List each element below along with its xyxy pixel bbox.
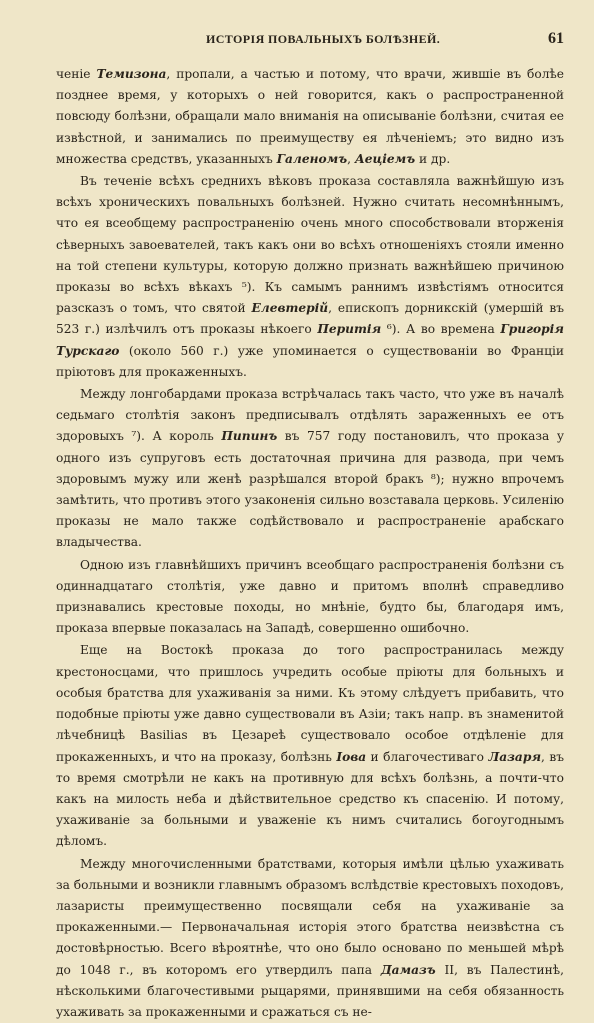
italic-name: Григорія Турскаго xyxy=(56,322,564,358)
body-text xyxy=(56,64,564,1023)
text-run: , пропали, а частью и потому, что врачи, жившіе въ болѣе позднее время, у которыхъ о ней говорится, какъ о распространенной повсюду болѣзни, обращали мало вниманія на описываніе болѣзни, считая ее извѣстной, и занимались по преимуществу ея лѣченіемъ; это видно изъ множества средствъ, указанныхъ xyxy=(56,67,564,166)
text-run: , xyxy=(347,151,355,166)
text-run: Еще на Востокѣ проказа до того распространилась между крестоносцами, что пришлось учредить особые пріюты для больныхъ и особыя братства для ухаживанія за ними. Къ этому слѣдуетъ прибавить, что подобные пріюты уже давно существовали въ Азіи; такъ напр. въ знаменитой лѣчебницѣ Basilias въ Цезареѣ существовало особое отдѣленіе для прокаженныхъ, и что на проказу, болѣзнь xyxy=(56,643,564,764)
text-run: ⁶). А во времена xyxy=(381,322,501,337)
text-run: Между лонгобардами проказа встрѣчалась такъ часто, что уже въ началѣ седьмаго столѣтія законъ предписывалъ отдѣлять зараженныхъ ее отъ здоровыхъ ⁷). А король xyxy=(56,387,564,444)
text-run: , епископъ дорникскій (умершій въ 523 г.) излѣчилъ отъ проказы нѣкоего xyxy=(56,301,565,337)
running-header xyxy=(56,30,564,54)
paragraph xyxy=(56,555,564,640)
text-run: и др. xyxy=(415,151,451,166)
text-run: въ 757 году постановилъ, что проказа у одного изъ супруговъ есть достаточная причина для развода, при чемъ здоровымъ мужу или женѣ разрѣшался второй бракъ ⁸); нужно впрочемъ замѣтить, что противъ этого узаконенія сильно возставала церковь. Усиленію проказы не мало также содѣйствовало и распространеніе арабскаго владычества. xyxy=(56,429,565,550)
italic-name: Темизона xyxy=(96,67,167,81)
paragraph xyxy=(56,384,564,554)
italic-name: Дамазъ xyxy=(380,962,436,977)
text-run: , въ то время смотрѣли не какъ на противную для всѣхъ болѣзнь, а почти-что какъ на милость неба и дѣйствительное средство къ спасенію. И потому, ухаживаніе за больными и уваженіе къ нимъ считались богоугоднымъ дѣломъ. xyxy=(56,749,564,849)
text-run: II, въ Палестинѣ, нѣсколькими благочестивыми рыцарями, принявшими на себя обязанность ухаживать за прокаженными и сражаться съ не- xyxy=(56,962,564,1019)
text-run: и благочестиваго xyxy=(366,749,489,764)
text-run: Въ теченіе всѣхъ среднихъ вѣковъ проказа составляла важнѣйшую изъ всѣхъ хроническихъ повальныхъ болѣзней. Нужно считать несомнѣннымъ, что ея всеобщему распространенію очень много способствовали вторженія сѣверныхъ завоевателей, такъ какъ они во всѣхъ отношеніяхъ стояли именно на той степени культуры, которую должно признать важнѣйшею причиною проказы во всѣхъ вѣкахъ ⁵). Къ самымъ раннимъ извѣстіямъ относится разсказъ о томъ, что святой xyxy=(56,174,564,316)
paragraph xyxy=(56,64,564,170)
page-number: 61 xyxy=(548,30,564,47)
text-run: Одною изъ главнѣйшихъ причинъ всеобщаго распространенія болѣзни съ одиннадцатаго столѣтія, уже давно и притомъ вполнѣ справедливо признавались крестовые походы, но мнѣніе, будто бы, благодаря имъ, проказа впервые показалась на Западѣ, совершенно ошибочно. xyxy=(56,557,564,636)
paragraph xyxy=(56,854,564,1023)
running-title: ИСТОРІЯ ПОВАЛЬНЫХЪ БОЛѢЗНЕЙ. xyxy=(206,32,441,46)
text-run: ченіе xyxy=(56,67,97,81)
italic-name: Пипинъ xyxy=(221,429,278,444)
italic-name: Іова xyxy=(336,749,367,764)
paragraph xyxy=(56,171,564,383)
italic-name: Елевтерій xyxy=(251,301,329,316)
italic-name: Аецiемъ xyxy=(354,151,416,166)
italic-name: Перитія xyxy=(317,322,382,337)
text-run: Между многочисленными братствами, которыя имѣли цѣлью ухаживать за больными и возникли главнымъ образомъ вслѣдствіе крестовыхъ походовъ, лазаристы преимущественно посвящали себя на ухаживаніе за прокаженными.— Первоначальная исторія этого братства неизвѣстна съ достовѣрностью. Всего вѣроятнѣе, что оно было основано по меньшей мѣрѣ до 1048 г., въ которомъ его утвердилъ папа xyxy=(56,856,564,977)
italic-name: Галеномъ xyxy=(276,151,348,166)
italic-name: Лазаря xyxy=(488,749,542,764)
text-run: (около 560 г.) уже упоминается о существованіи во Франціи пріютовъ для прокаженныхъ. xyxy=(56,343,564,379)
paragraph xyxy=(56,640,564,852)
